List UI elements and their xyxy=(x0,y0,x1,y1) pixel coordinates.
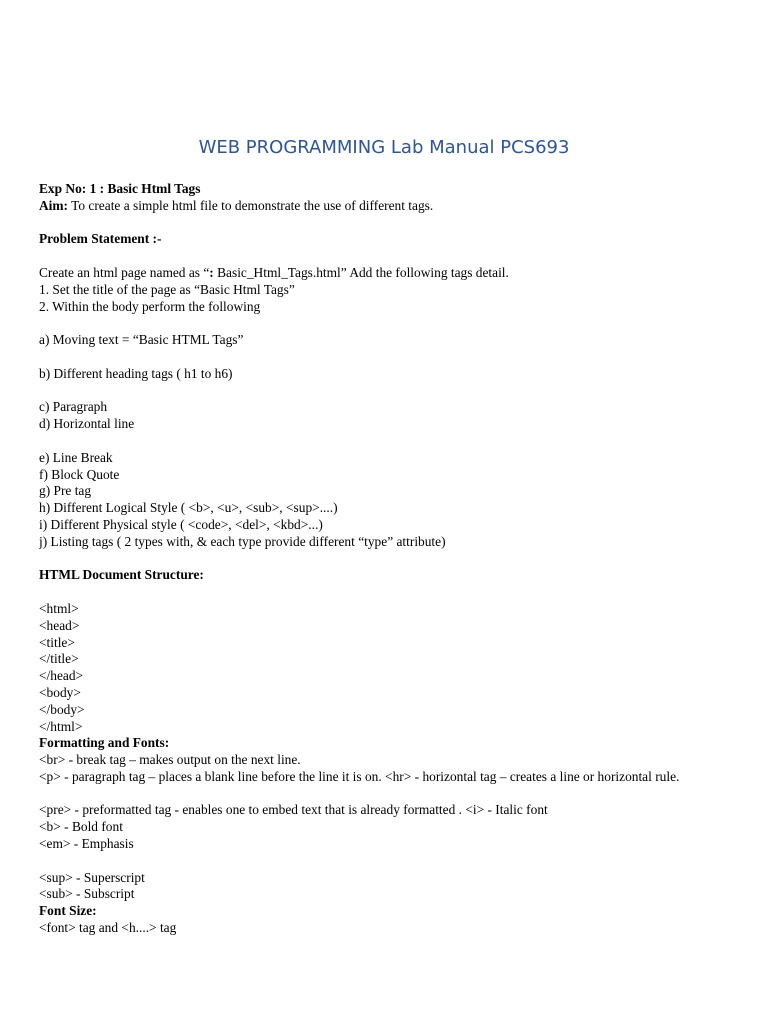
create-text-c: Basic_Html_Tags.html” Add the following tags detail. xyxy=(217,264,509,280)
page-title xyxy=(0,136,768,160)
format-b: <b> - Bold font xyxy=(39,819,123,835)
fontsize-heading: Font Size: xyxy=(39,903,97,919)
document-body xyxy=(39,181,759,937)
format-pre-i: <pre> - preformatted tag - enables one to embed text that is already formatted . <i> - Italic font xyxy=(39,802,548,818)
step-1: 1. Set the title of the page as “Basic Html Tags” xyxy=(39,281,295,297)
aim-text: To create a simple html file to demonstrate the use of different tags. xyxy=(68,197,434,213)
item-j: j) Listing tags ( 2 types with, & each type provide different “type” attribute) xyxy=(39,533,446,549)
structure-line: <head> xyxy=(39,617,80,633)
item-g: g) Pre tag xyxy=(39,483,92,499)
title-manual: Lab Manual PCS693 xyxy=(390,137,570,158)
structure-line: </html> xyxy=(39,718,83,734)
exp-heading: Exp No: 1 : Basic Html Tags xyxy=(39,181,201,196)
formatting-heading: Formatting and Fonts: xyxy=(39,735,170,751)
create-text-b: : xyxy=(209,264,218,280)
create-text-a: Create an html page named as “ xyxy=(39,264,210,280)
format-em: <em> - Emphasis xyxy=(39,836,134,852)
structure-line: <html> xyxy=(39,600,79,616)
item-d: d) Horizontal line xyxy=(39,416,135,432)
item-c: c) Paragraph xyxy=(39,399,108,415)
item-a: a) Moving text = “Basic HTML Tags” xyxy=(39,332,244,348)
item-h: h) Different Logical Style ( <b>, <u>, <sub>, <sup>....) xyxy=(39,500,338,516)
format-sup: <sup> - Superscript xyxy=(39,869,145,885)
aim-line xyxy=(39,198,759,215)
structure-line: <body> xyxy=(39,684,81,700)
create-line xyxy=(39,265,759,282)
problem-heading: Problem Statement :- xyxy=(39,231,162,247)
title-subject: WEB PROGRAMMING xyxy=(198,137,386,158)
aim-label: Aim: xyxy=(39,197,69,213)
structure-line: </head> xyxy=(39,668,84,684)
item-b: b) Different heading tags ( h1 to h6) xyxy=(39,365,233,381)
format-p-hr: <p> - paragraph tag – places a blank line before the line it is on. <hr> - horizontal tag – creates a line or horizontal rule. xyxy=(39,768,680,784)
structure-line: </body> xyxy=(39,701,85,717)
item-f: f) Block Quote xyxy=(39,466,120,482)
item-i: i) Different Physical style ( <code>, <del>, <kbd>...) xyxy=(39,516,323,532)
format-br: <br> - break tag – makes output on the next line. xyxy=(39,752,301,768)
structure-heading: HTML Document Structure: xyxy=(39,567,204,583)
structure-line: <title> xyxy=(39,634,75,650)
step-2: 2. Within the body perform the following xyxy=(39,298,261,314)
format-sub: <sub> - Subscript xyxy=(39,886,135,902)
fontsize-text: <font> tag and <h....> tag xyxy=(39,920,177,936)
item-e: e) Line Break xyxy=(39,449,113,465)
structure-line: </title> xyxy=(39,651,79,667)
